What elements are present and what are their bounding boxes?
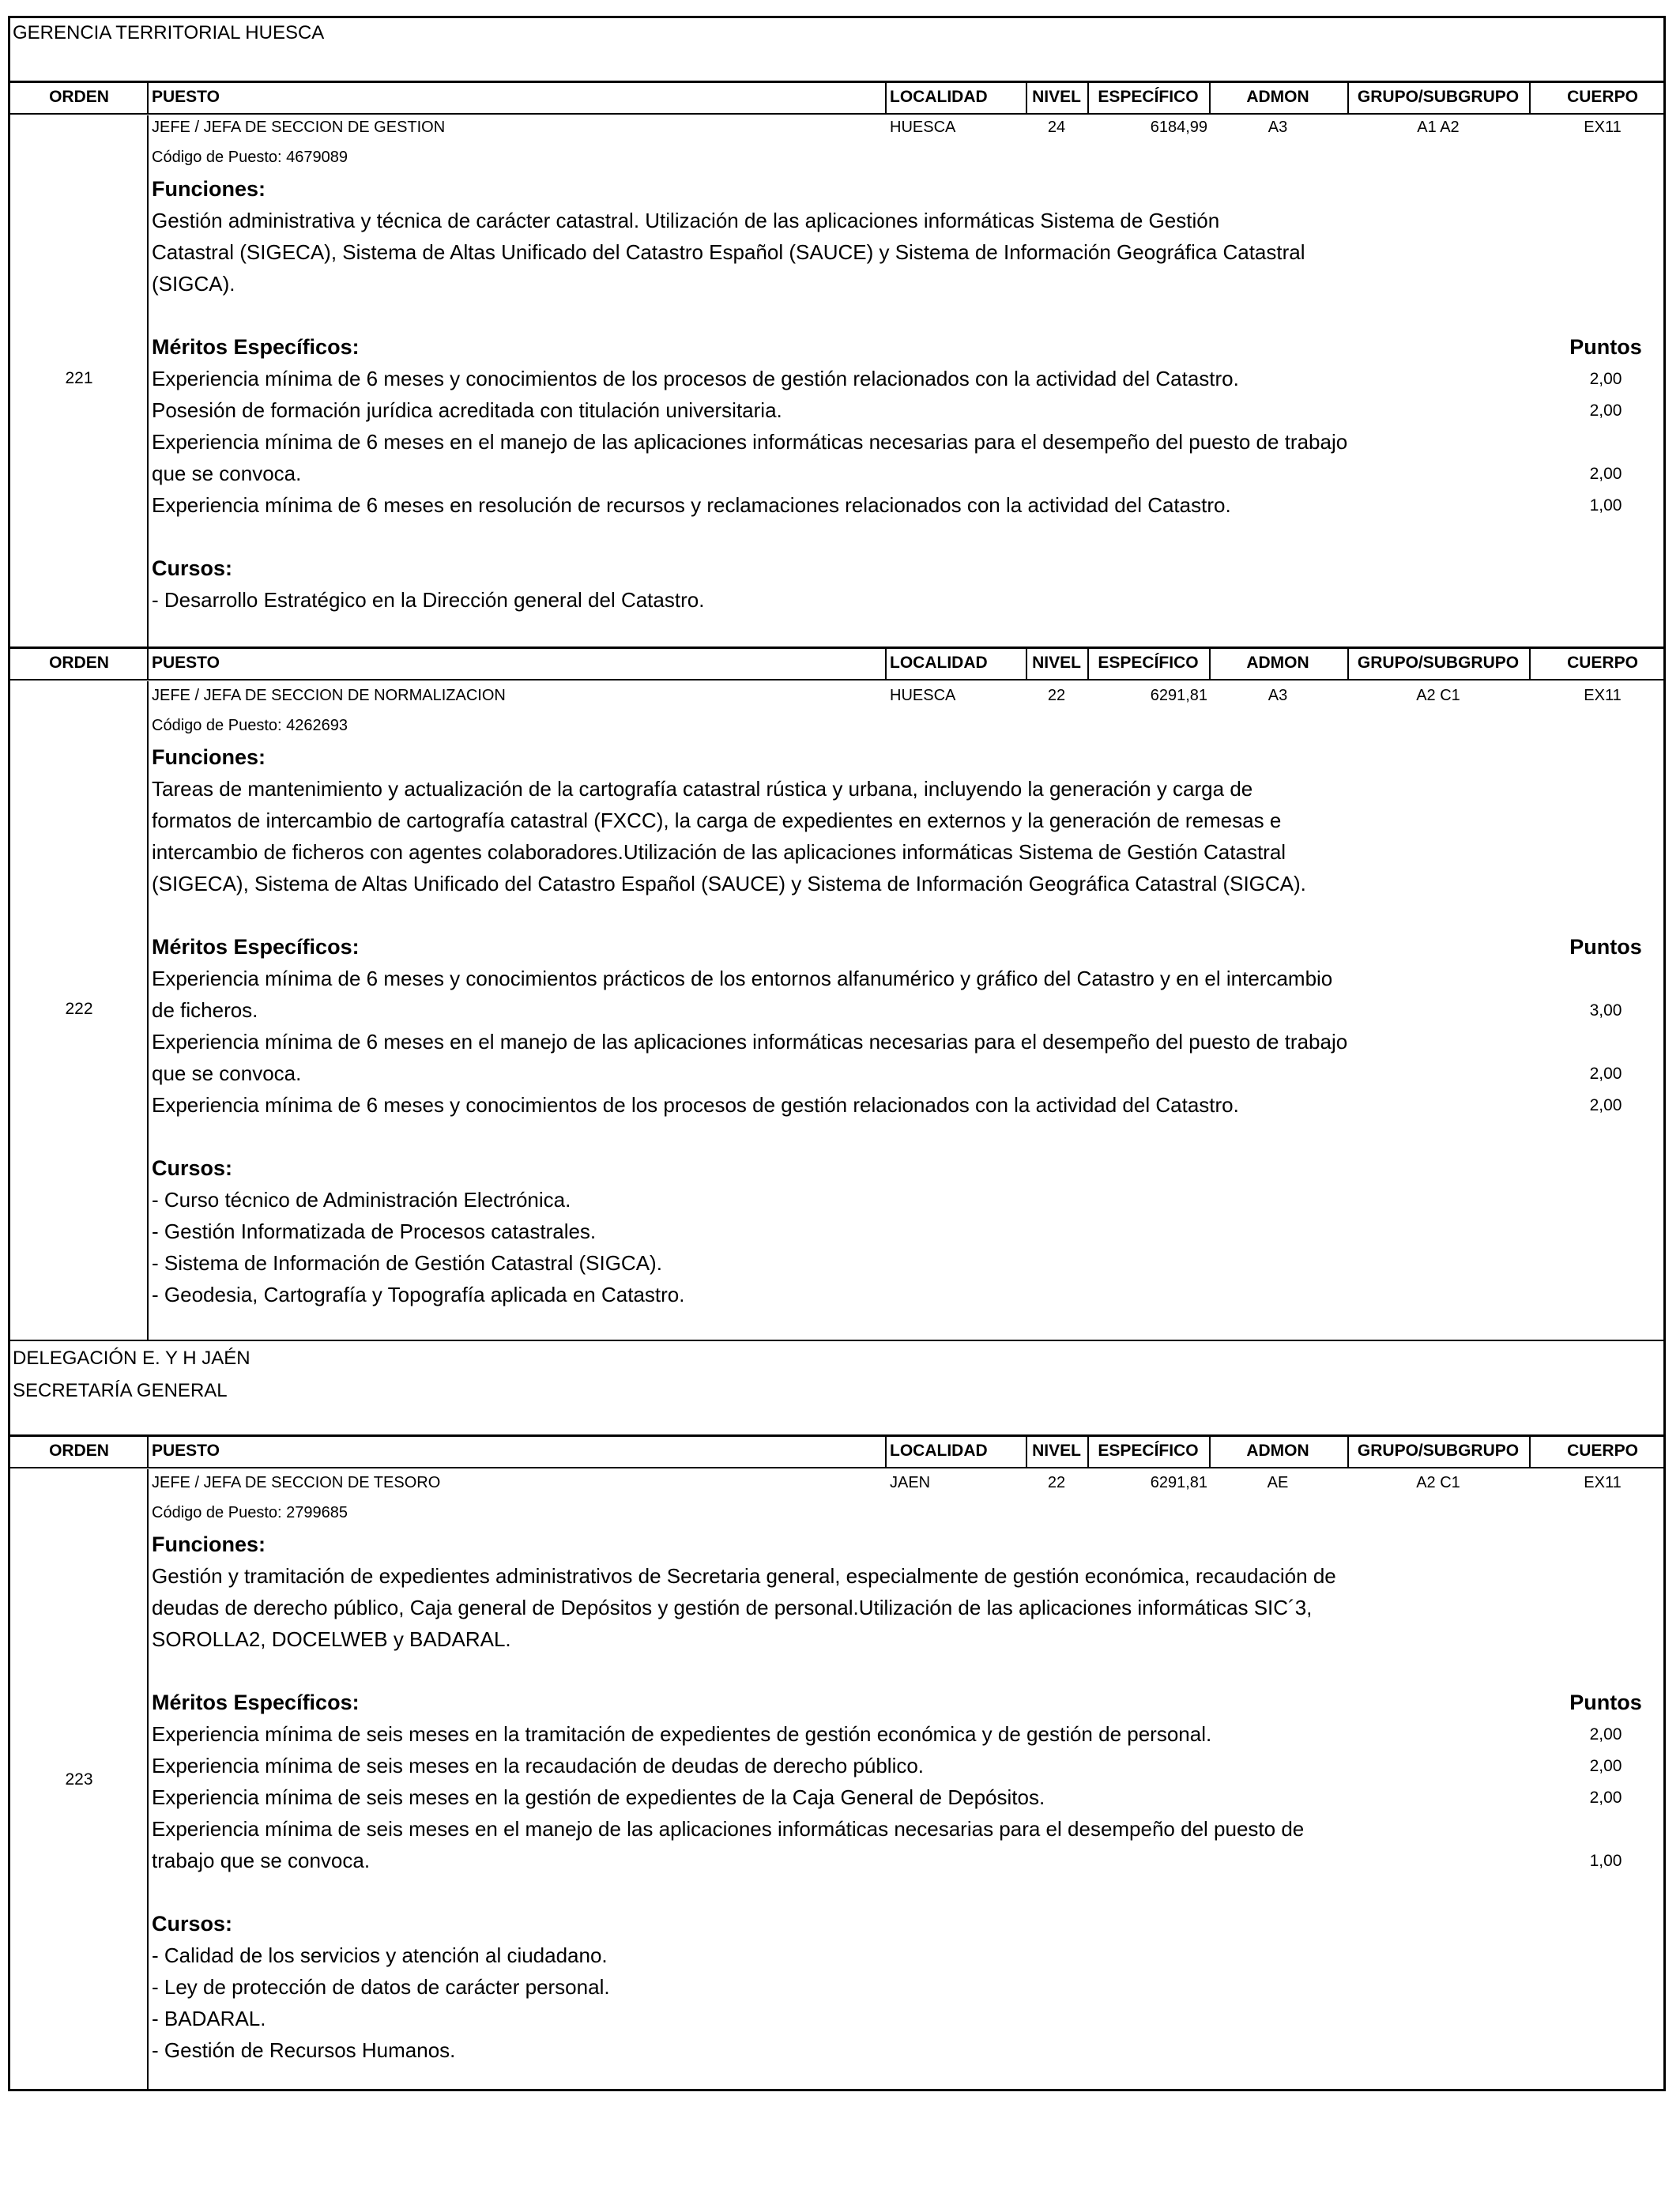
cursos-label: Cursos: bbox=[152, 1156, 233, 1180]
orden-number: 222 bbox=[65, 1000, 93, 1018]
column-header-localidad: LOCALIDAD bbox=[890, 88, 988, 106]
column-header-cuerpo: CUERPO bbox=[1567, 88, 1638, 106]
curso-item: - Gestión Informatizada de Procesos catastrales. bbox=[152, 1220, 597, 1243]
header-bottom-rule bbox=[8, 113, 1666, 115]
merito-puntos: 1,00 bbox=[1589, 1852, 1622, 1870]
column-header-especifico: ESPECÍFICO bbox=[1098, 1442, 1199, 1460]
funciones-text: Gestión y tramitación de expedientes administrativos de Secretaria general, especialmente de gestión económica, recaudación de bbox=[152, 1564, 1336, 1588]
puntos-label: Puntos bbox=[1569, 935, 1642, 959]
column-header-cuerpo: CUERPO bbox=[1567, 1442, 1638, 1460]
funciones-label: Funciones: bbox=[152, 1532, 266, 1556]
column-header-orden: ORDEN bbox=[49, 1442, 109, 1460]
curso-item: - Gestión de Recursos Humanos. bbox=[152, 2038, 456, 2062]
merito-text: Experiencia mínima de 6 meses en el manejo de las aplicaciones informáticas necesarias para el desempeño del puesto de trabajo bbox=[152, 430, 1348, 454]
column-header-puesto: PUESTO bbox=[152, 88, 220, 106]
column-header-admon: ADMON bbox=[1246, 1442, 1309, 1460]
cuerpo-value: EX11 bbox=[1584, 1474, 1622, 1491]
column-header-admon: ADMON bbox=[1246, 88, 1309, 106]
admon-value: A3 bbox=[1268, 119, 1288, 136]
curso-item: - Calidad de los servicios y atención al ciudadano. bbox=[152, 1943, 608, 1967]
merito-text: que se convoca. bbox=[152, 462, 302, 485]
column-header-puesto: PUESTO bbox=[152, 1442, 220, 1460]
column-header-grupo: GRUPO/SUBGRUPO bbox=[1357, 88, 1520, 106]
merito-puntos: 1,00 bbox=[1589, 496, 1622, 515]
puntos-label: Puntos bbox=[1569, 1691, 1642, 1714]
funciones-text: SOROLLA2, DOCELWEB y BADARAL. bbox=[152, 1627, 511, 1651]
column-header-especifico: ESPECÍFICO bbox=[1098, 88, 1199, 106]
merito-text: Experiencia mínima de 6 meses y conocimientos de los procesos de gestión relacionados con la actividad del Catastro. bbox=[152, 367, 1239, 390]
especifico-value: 6291,81 bbox=[1150, 687, 1207, 704]
localidad-value: HUESCA bbox=[890, 119, 956, 136]
merito-puntos: 2,00 bbox=[1589, 401, 1622, 420]
merito-text: Posesión de formación jurídica acreditada con titulación universitaria. bbox=[152, 398, 782, 422]
column-header-orden: ORDEN bbox=[49, 88, 109, 106]
merito-puntos: 2,00 bbox=[1589, 1757, 1622, 1775]
section-divider bbox=[8, 1340, 1666, 1341]
codigo-puesto: Código de Puesto: 2799685 bbox=[152, 1504, 348, 1521]
merito-text: Experiencia mínima de seis meses en la tramitación de expedientes de gestión económica y de gestión de personal. bbox=[152, 1722, 1212, 1746]
header-column-divider bbox=[885, 1434, 887, 1467]
section-title: GERENCIA TERRITORIAL HUESCA bbox=[13, 22, 325, 43]
orden-number: 223 bbox=[65, 1770, 93, 1789]
localidad-value: HUESCA bbox=[890, 687, 956, 704]
header-top-rule bbox=[8, 81, 1666, 83]
curso-item: - Curso técnico de Administración Electrónica. bbox=[152, 1188, 571, 1212]
merito-text: Experiencia mínima de 6 meses en el manejo de las aplicaciones informáticas necesarias para el desempeño del puesto de trabajo bbox=[152, 1030, 1348, 1054]
header-top-rule bbox=[8, 647, 1666, 649]
meritos-label: Méritos Específicos: bbox=[152, 935, 360, 959]
localidad-value: JAEN bbox=[890, 1474, 931, 1491]
orden-divider bbox=[147, 1469, 149, 2091]
column-header-puesto: PUESTO bbox=[152, 654, 220, 672]
orden-divider bbox=[147, 115, 149, 647]
merito-puntos: 2,00 bbox=[1589, 1065, 1622, 1083]
funciones-text: Catastral (SIGECA), Sistema de Altas Unificado del Catastro Español (SAUCE) y Sistema de Información Geográfica Catastral bbox=[152, 240, 1305, 264]
curso-item: - Sistema de Información de Gestión Catastral (SIGCA). bbox=[152, 1251, 662, 1275]
column-header-nivel: NIVEL bbox=[1032, 88, 1081, 106]
meritos-label: Méritos Específicos: bbox=[152, 335, 360, 359]
curso-item: - Geodesia, Cartografía y Topografía aplicada en Catastro. bbox=[152, 1283, 685, 1306]
header-bottom-rule bbox=[8, 1467, 1666, 1468]
codigo-puesto: Código de Puesto: 4679089 bbox=[152, 149, 348, 166]
curso-item: - Desarrollo Estratégico en la Dirección general del Catastro. bbox=[152, 588, 705, 612]
nivel-value: 24 bbox=[1047, 119, 1066, 136]
cuerpo-value: EX11 bbox=[1584, 119, 1622, 136]
funciones-text: (SIGCA). bbox=[152, 272, 235, 296]
cursos-label: Cursos: bbox=[152, 1912, 233, 1936]
header-bottom-rule bbox=[8, 679, 1666, 680]
funciones-text: Gestión administrativa y técnica de carácter catastral. Utilización de las aplicaciones informáticas Sistema de Gestión bbox=[152, 209, 1220, 232]
merito-puntos: 2,00 bbox=[1589, 370, 1622, 388]
header-top-rule bbox=[8, 1434, 1666, 1437]
merito-text: Experiencia mínima de seis meses en el manejo de las aplicaciones informáticas necesarias para el desempeño del puesto de bbox=[152, 1817, 1305, 1841]
merito-text: que se convoca. bbox=[152, 1061, 302, 1085]
section-title: SECRETARÍA GENERAL bbox=[13, 1380, 228, 1401]
funciones-text: Tareas de mantenimiento y actualización de la cartografía catastral rústica y urbana, incluyendo la generación y carga de bbox=[152, 777, 1253, 801]
curso-item: - Ley de protección de datos de carácter personal. bbox=[152, 1975, 610, 1999]
section-title: DELEGACIÓN E. Y H JAÉN bbox=[13, 1348, 250, 1369]
merito-text: Experiencia mínima de seis meses en la recaudación de deudas de derecho público. bbox=[152, 1754, 925, 1777]
merito-text: Experiencia mínima de 6 meses y conocimientos de los procesos de gestión relacionados con la actividad del Catastro. bbox=[152, 1093, 1239, 1117]
merito-puntos: 2,00 bbox=[1589, 1789, 1622, 1807]
merito-text: Experiencia mínima de 6 meses y conocimientos prácticos de los entornos alfanumérico y gráfico del Catastro y en el intercambio bbox=[152, 967, 1333, 990]
column-header-localidad: LOCALIDAD bbox=[890, 1442, 988, 1460]
admon-value: AE bbox=[1267, 1474, 1289, 1491]
merito-puntos: 3,00 bbox=[1589, 1001, 1622, 1020]
funciones-text: deudas de derecho público, Caja general de Depósitos y gestión de personal.Utilización de las aplicaciones informáticas SIC´3, bbox=[152, 1596, 1313, 1619]
grupo-value: A2 C1 bbox=[1416, 687, 1460, 704]
funciones-text: intercambio de ficheros con agentes colaboradores.Utilización de las aplicaciones informáticas Sistema de Gestión Catastral bbox=[152, 840, 1286, 864]
orden-divider bbox=[147, 681, 149, 1340]
column-header-especifico: ESPECÍFICO bbox=[1098, 654, 1199, 672]
especifico-value: 6291,81 bbox=[1150, 1474, 1207, 1491]
puesto-name: JEFE / JEFA DE SECCION DE NORMALIZACION bbox=[152, 687, 506, 704]
merito-text: de ficheros. bbox=[152, 998, 258, 1022]
grupo-value: A1 A2 bbox=[1417, 119, 1460, 136]
puesto-name: JEFE / JEFA DE SECCION DE GESTION bbox=[152, 119, 446, 136]
orden-number: 221 bbox=[65, 369, 93, 387]
column-header-nivel: NIVEL bbox=[1032, 1442, 1081, 1460]
merito-puntos: 2,00 bbox=[1589, 1096, 1622, 1114]
column-header-cuerpo: CUERPO bbox=[1567, 654, 1638, 672]
funciones-label: Funciones: bbox=[152, 745, 266, 769]
column-header-grupo: GRUPO/SUBGRUPO bbox=[1357, 654, 1520, 672]
especifico-value: 6184,99 bbox=[1150, 119, 1207, 136]
merito-puntos: 2,00 bbox=[1589, 1725, 1622, 1744]
puesto-name: JEFE / JEFA DE SECCION DE TESORO bbox=[152, 1474, 441, 1491]
funciones-label: Funciones: bbox=[152, 177, 266, 201]
funciones-text: (SIGECA), Sistema de Altas Unificado del Catastro Español (SAUCE) y Sistema de Información Geográfica Catastral (SIGCA). bbox=[152, 872, 1306, 895]
header-column-divider bbox=[885, 81, 887, 113]
column-header-nivel: NIVEL bbox=[1032, 654, 1081, 672]
header-column-divider bbox=[885, 647, 887, 679]
column-header-orden: ORDEN bbox=[49, 654, 109, 672]
column-header-admon: ADMON bbox=[1246, 654, 1309, 672]
funciones-text: formatos de intercambio de cartografía catastral (FXCC), la carga de expedientes en externos y la generación de remesas e bbox=[152, 809, 1282, 832]
cursos-label: Cursos: bbox=[152, 556, 233, 580]
curso-item: - BADARAL. bbox=[152, 2007, 266, 2030]
cuerpo-value: EX11 bbox=[1584, 687, 1622, 704]
merito-text: Experiencia mínima de seis meses en la gestión de expedientes de la Caja General de Depósitos. bbox=[152, 1785, 1045, 1809]
nivel-value: 22 bbox=[1047, 687, 1066, 704]
codigo-puesto: Código de Puesto: 4262693 bbox=[152, 717, 348, 734]
column-header-grupo: GRUPO/SUBGRUPO bbox=[1357, 1442, 1520, 1460]
merito-puntos: 2,00 bbox=[1589, 465, 1622, 483]
nivel-value: 22 bbox=[1047, 1474, 1066, 1491]
merito-text: Experiencia mínima de 6 meses en resolución de recursos y reclamaciones relacionados con la actividad del Catastro. bbox=[152, 493, 1231, 517]
grupo-value: A2 C1 bbox=[1416, 1474, 1460, 1491]
meritos-label: Méritos Específicos: bbox=[152, 1691, 360, 1714]
merito-text: trabajo que se convoca. bbox=[152, 1849, 371, 1872]
column-header-localidad: LOCALIDAD bbox=[890, 654, 988, 672]
admon-value: A3 bbox=[1268, 687, 1288, 704]
puntos-label: Puntos bbox=[1569, 335, 1642, 359]
